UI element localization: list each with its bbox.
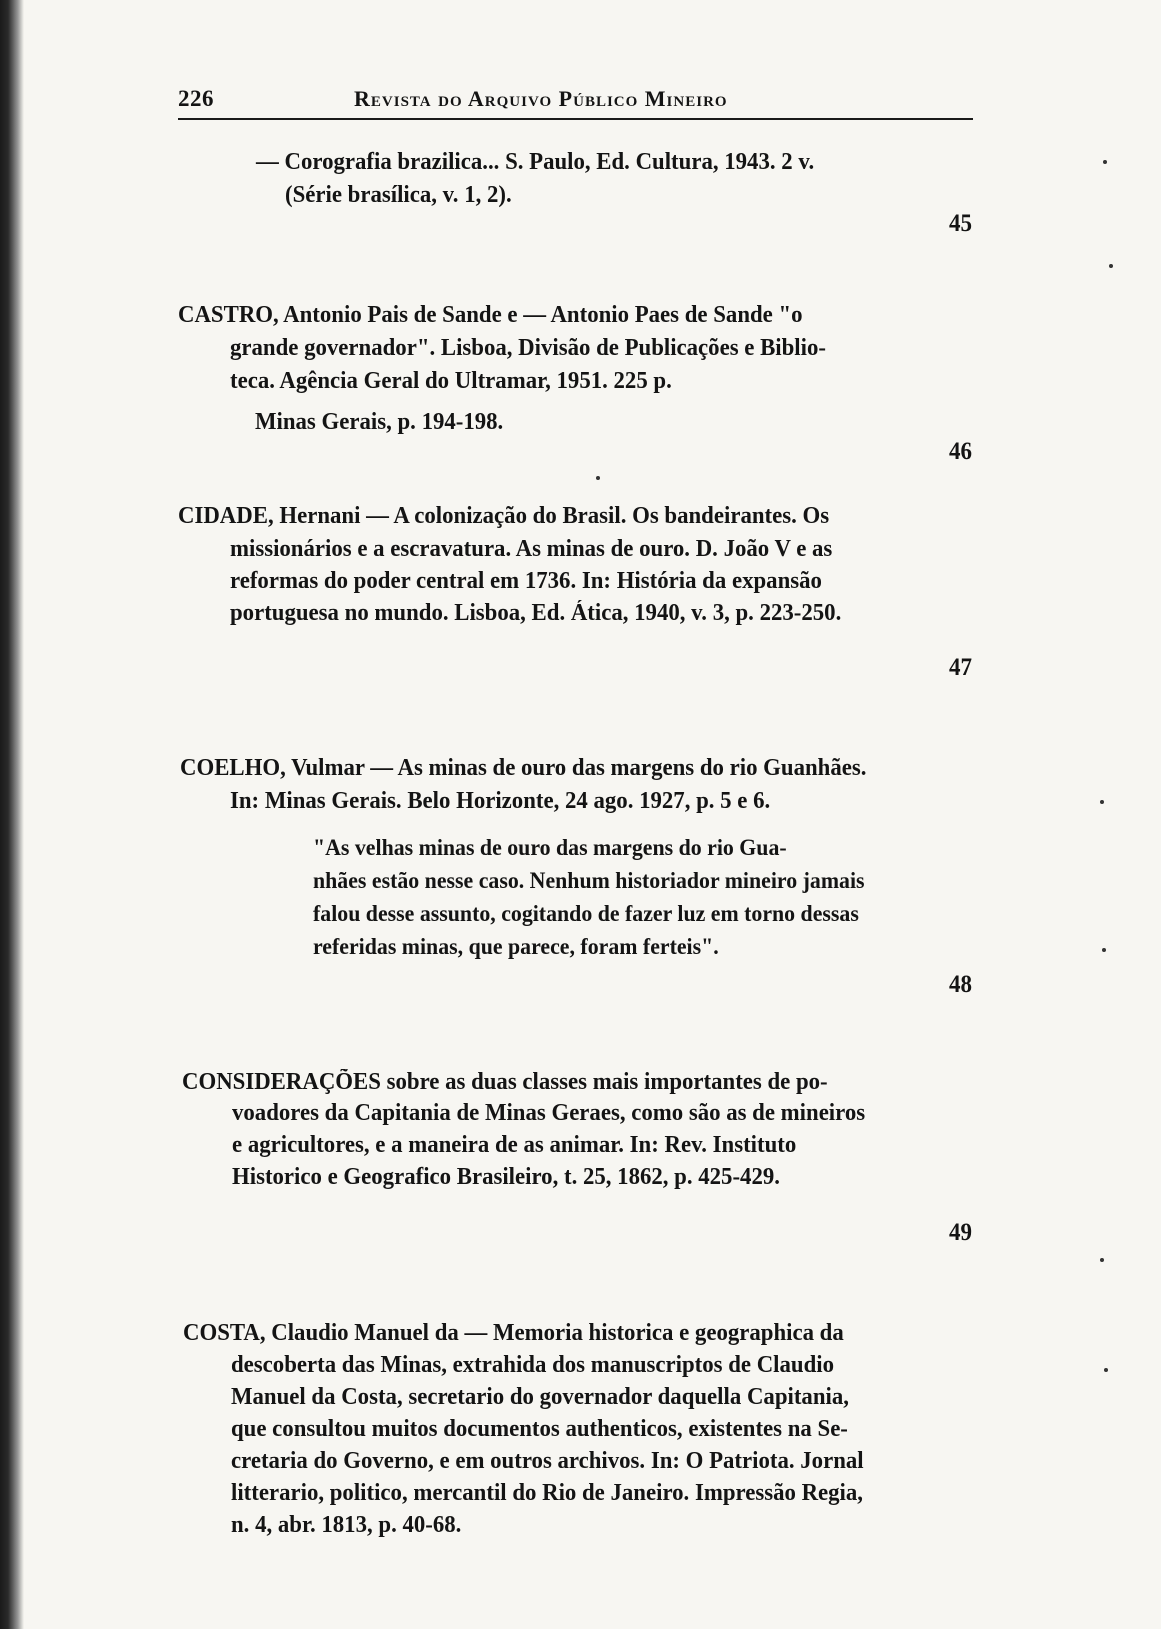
entry-text-line: reformas do poder central em 1736. In: História da expansão bbox=[230, 568, 822, 594]
entry-text-line: teca. Agência Geral do Ultramar, 1951. 225 p. bbox=[230, 368, 672, 394]
quotation-line: referidas minas, que parece, foram ferteis". bbox=[313, 934, 719, 959]
entry-text-line: n. 4, abr. 1813, p. 40-68. bbox=[231, 1512, 462, 1538]
entry-text-line: Manuel da Costa, secretario do governador daquella Capitania, bbox=[231, 1384, 849, 1410]
scan-speck bbox=[596, 476, 600, 480]
quotation-line: nhães estão nesse caso. Nenhum historiador mineiro jamais bbox=[313, 868, 865, 893]
entry-text-line: litterario, politico, mercantil do Rio de Janeiro. Impressão Regia, bbox=[231, 1480, 863, 1506]
entry-number: 45 bbox=[949, 210, 972, 237]
scan-speck bbox=[1103, 160, 1107, 164]
scan-speck bbox=[1100, 800, 1104, 804]
entry-text-line: CONSIDERAÇÕES sobre as duas classes mais importantes de po- bbox=[182, 1069, 828, 1095]
page-header bbox=[178, 82, 973, 120]
entry-text-line: CIDADE, Hernani — A colonização do Brasil. Os bandeirantes. Os bbox=[178, 503, 830, 529]
entry-text-line: cretaria do Governo, e em outros archivos. In: O Patriota. Jornal bbox=[231, 1448, 864, 1474]
entry-text-line: Historico e Geografico Brasileiro, t. 25, 1862, p. 425-429. bbox=[232, 1164, 780, 1190]
quotation-line: "As velhas minas de ouro das margens do rio Gua- bbox=[313, 835, 787, 860]
entry-text-line: In: Minas Gerais. Belo Horizonte, 24 ago. 1927, p. 5 e 6. bbox=[230, 788, 771, 814]
entry-note: Minas Gerais, p. 194-198. bbox=[255, 409, 504, 435]
entry-number: 48 bbox=[949, 971, 972, 998]
entry-number: 49 bbox=[949, 1219, 972, 1246]
entry-text-line: e agricultores, e a maneira de as animar. In: Rev. Instituto bbox=[232, 1132, 797, 1158]
entry-text-line: portuguesa no mundo. Lisboa, Ed. Ática, 1940, v. 3, p. 223-250. bbox=[230, 600, 842, 626]
quotation-line: falou desse assunto, cogitando de fazer luz em torno dessas bbox=[313, 901, 859, 926]
running-title: Revista do Arquivo Público Mineiro bbox=[354, 86, 728, 111]
scan-speck bbox=[1100, 1258, 1104, 1262]
entry-number: 46 bbox=[949, 438, 972, 465]
entry-text-line: missionários e a escravatura. As minas de ouro. D. João V e as bbox=[230, 536, 833, 562]
entry-text-line: voadores da Capitania de Minas Geraes, como são as de mineiros bbox=[232, 1100, 866, 1126]
entry-text-line: grande governador". Lisboa, Divisão de Publicações e Biblio- bbox=[230, 335, 826, 361]
entry-text-line: descoberta das Minas, extrahida dos manuscriptos de Claudio bbox=[231, 1352, 834, 1378]
scan-speck bbox=[1104, 1368, 1108, 1372]
page-number: 226 bbox=[178, 86, 214, 111]
entry-text-line: (Série brasílica, v. 1, 2). bbox=[285, 182, 512, 208]
scan-speck bbox=[1109, 264, 1113, 268]
entry-text-line: COSTA, Claudio Manuel da — Memoria historica e geographica da bbox=[183, 1320, 844, 1346]
entry-text-line: COELHO, Vulmar — As minas de ouro das margens do rio Guanhães. bbox=[180, 755, 867, 781]
entry-text-line: CASTRO, Antonio Pais de Sande e — Antonio Paes de Sande "o bbox=[178, 302, 803, 328]
scan-speck bbox=[1102, 948, 1106, 952]
entry-text-line: — Corografia brazilica... S. Paulo, Ed. Cultura, 1943. 2 v. bbox=[256, 149, 815, 175]
entry-number: 47 bbox=[949, 654, 972, 681]
entry-text-line: que consultou muitos documentos authenticos, existentes na Se- bbox=[231, 1416, 848, 1442]
